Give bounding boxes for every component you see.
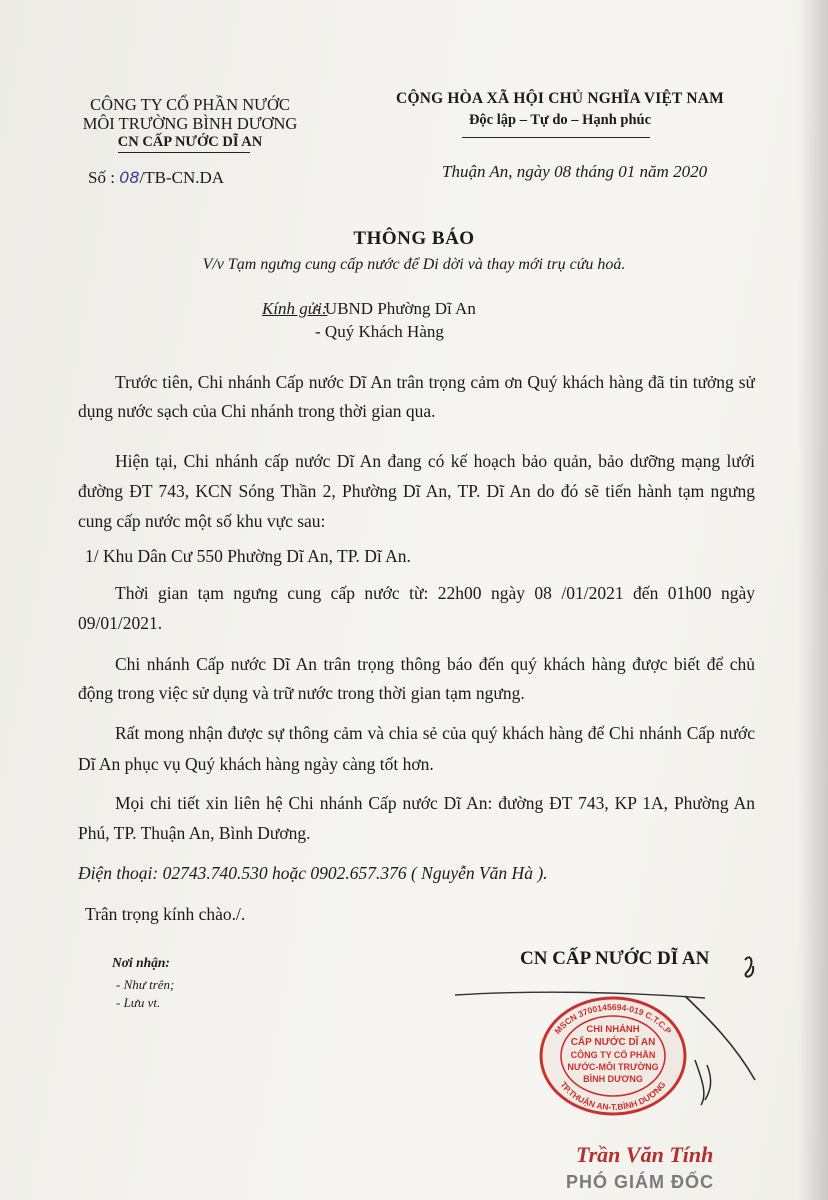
stamp-line-5: BÌNH DƯƠNG: [583, 1074, 643, 1084]
paragraph-6-line-2: Dĩ An phục vụ Quý khách hàng ngày càng tốt hơn.: [78, 754, 434, 774]
paragraph-7-line-2: Phú, TP. Thuận An, Bình Dương.: [78, 823, 311, 843]
stamp-line-2: CẤP NƯỚC DĨ AN: [570, 1037, 656, 1048]
paragraph-2-line-2: đường ĐT 743, KCN Sóng Thần 2, Phường Dĩ An, TP. Dĩ An do đó sẽ tiến hành tạm ngưng: [78, 481, 755, 501]
paragraph-6-line-1: Rất mong nhận được sự thông cảm và chia sẻ của quý khách hàng để Chi nhánh Cấp nước: [115, 723, 755, 743]
paragraph-2-line-1: Hiện tại, Chi nhánh cấp nước Dĩ An đang có kế hoạch bảo quản, bảo dưỡng mạng lưới: [115, 451, 755, 471]
paragraph-1-line-1: Trước tiên, Chi nhánh Cấp nước Dĩ An trân trọng cảm ơn Quý khách hàng đã tin tưởng sử: [115, 372, 755, 392]
stamp-line-1: CHI NHÁNH: [586, 1024, 640, 1035]
paragraph-5-line-2: động trong việc sử dụng và trữ nước trong thời gian tạm ngưng.: [78, 683, 525, 703]
paragraph-2-line-3: cung cấp nước một số khu vực sau:: [78, 511, 326, 531]
paragraph-4-line-2: 09/01/2021.: [78, 613, 163, 633]
addressee-2: - Quý Khách Hàng: [315, 322, 444, 341]
place-date: Thuận An, ngày 08 tháng 01 năm 2020: [442, 162, 708, 181]
nation-name: CỘNG HÒA XÃ HỘI CHỦ NGHĨA VIỆT NAM: [396, 90, 724, 107]
nation-motto: Độc lập – Tự do – Hạnh phúc: [468, 112, 652, 128]
paragraph-1-line-2: dụng nước sạch của Chi nhánh trong thời gian qua.: [78, 401, 436, 421]
distribution-item: - Như trên;: [116, 977, 175, 992]
page-edge-shadow: [798, 0, 828, 1200]
stamp-ring-bottom: TP.THUẬN AN-T.BÌNH DƯƠNG: [558, 1079, 668, 1112]
addressee-label: Kính gửi:: [262, 299, 328, 318]
closing-line: Trân trọng kính chào./.: [85, 904, 246, 924]
issuer-line-3: CN CẤP NƯỚC DĨ AN: [117, 134, 263, 150]
motto-underline: [462, 137, 650, 138]
red-seal-stamp: [538, 994, 688, 1118]
doc-number-suffix: /TB-CN.DA: [139, 168, 225, 187]
doc-number-handwritten: 08: [119, 168, 140, 187]
document-title: THÔNG BÁO: [353, 228, 475, 249]
distribution-item: - Lưu vt.: [116, 995, 161, 1010]
stamp-line-4: NƯỚC-MÔI TRƯỜNG: [567, 1062, 659, 1072]
issuer-block: [80, 95, 300, 152]
stamp-line-3: CÔNG TY CỔ PHẦN: [570, 1050, 656, 1060]
contact-phone: Điện thoại: 02743.740.530 hoặc 0902.657.376 ( Nguyễn Văn Hà ).: [78, 863, 548, 883]
stamp-ring-top: MSCN 3700145694-019 C.T.C.P: [552, 1001, 674, 1036]
document-number: [88, 168, 224, 188]
signer-title: PHÓ GIÁM ĐỐC: [566, 1172, 715, 1192]
addressee-1: - UBND Phường Dĩ An: [315, 299, 476, 318]
issuer-line-1: CÔNG TY CỔ PHẦN NƯỚC: [90, 95, 290, 114]
signer-organization: CN CẤP NƯỚC DĨ AN: [520, 948, 710, 969]
paragraph-3-line-1: 1/ Khu Dân Cư 550 Phường Dĩ An, TP. Dĩ An.: [85, 546, 411, 566]
doc-number-label: Số :: [88, 168, 115, 187]
issuer-line-2: MÔI TRƯỜNG BÌNH DƯƠNG: [82, 114, 298, 133]
paragraph-5-line-1: Chi nhánh Cấp nước Dĩ An trân trọng thông báo đến quý khách hàng được biết để chủ: [115, 654, 755, 674]
paragraph-4-line-1: Thời gian tạm ngưng cung cấp nước từ: 22h00 ngày 08 /01/2021 đến 01h00 ngày: [115, 583, 755, 603]
document-subject: V/v Tạm ngưng cung cấp nước để Di dời và thay mới trụ cứu hoả.: [202, 256, 626, 273]
distribution-label: Nơi nhận:: [112, 955, 170, 970]
issuer-underline: [118, 152, 250, 153]
signer-name: Trần Văn Tính: [576, 1142, 714, 1167]
national-motto-block: [380, 90, 740, 129]
paragraph-7-line-1: Mọi chi tiết xin liên hệ Chi nhánh Cấp nước Dĩ An: đường ĐT 743, KP 1A, Phường An: [115, 793, 755, 813]
